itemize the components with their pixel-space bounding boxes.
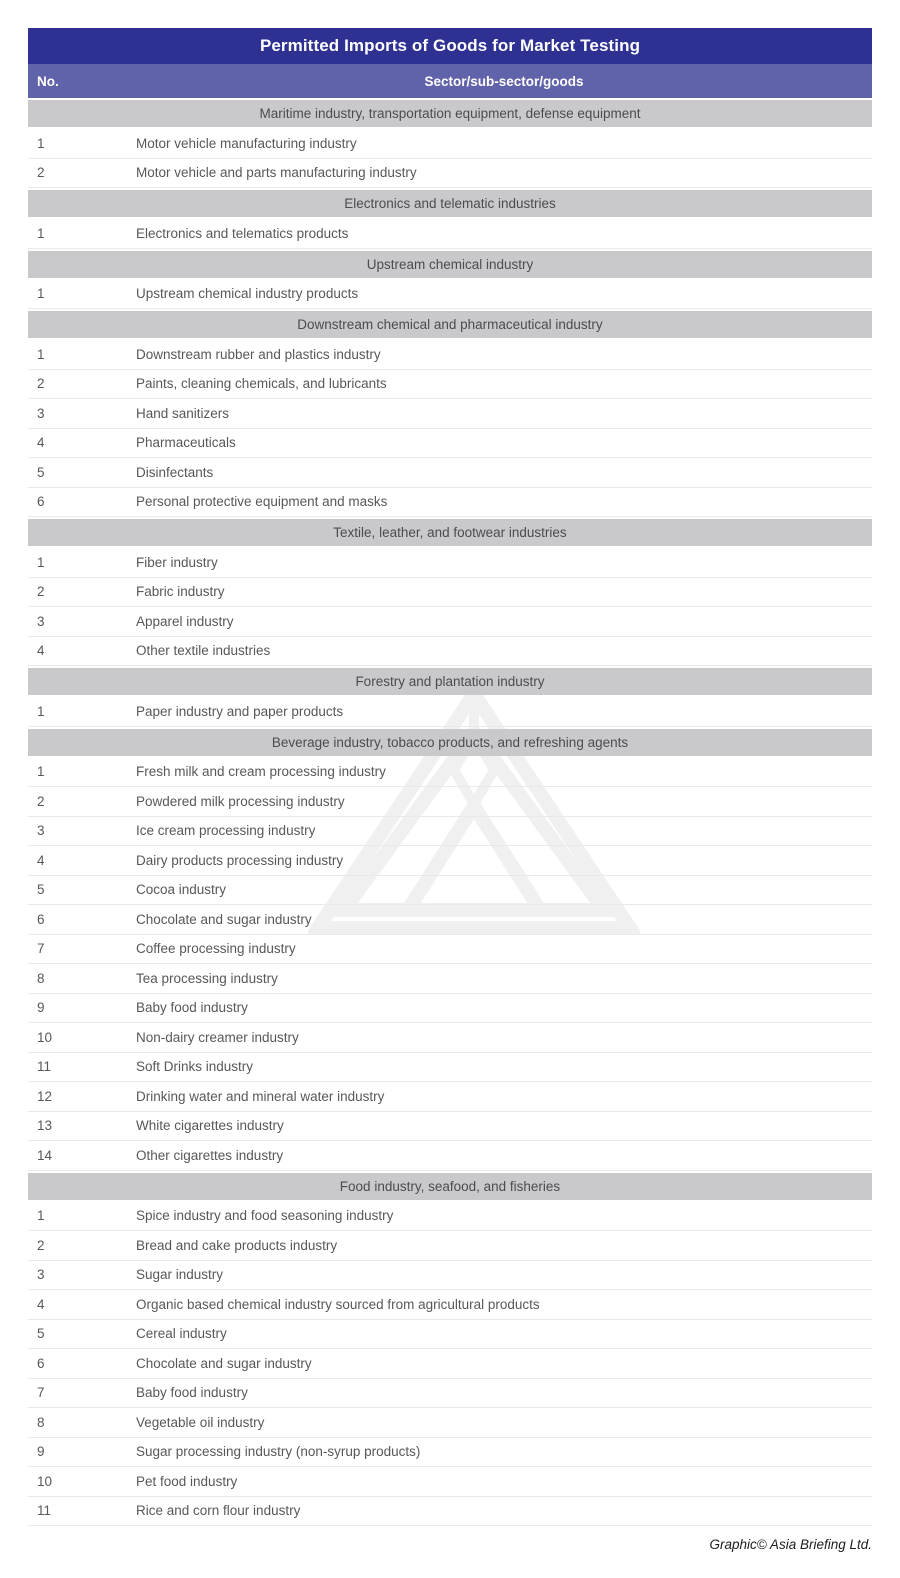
row-label: Pharmaceuticals: [136, 435, 236, 451]
row-label: Dairy products processing industry: [136, 852, 344, 868]
row-number: 6: [37, 494, 45, 510]
row-label: Motor vehicle and parts manufacturing industry: [136, 165, 417, 181]
row-label: Other textile industries: [136, 643, 271, 659]
table-title: Permitted Imports of Goods for Market Testing: [28, 28, 872, 64]
row-label: Fabric industry: [136, 584, 225, 600]
table-row: [28, 1231, 872, 1261]
row-label: Chocolate and sugar industry: [136, 911, 312, 927]
row-label: Downstream rubber and plastics industry: [136, 346, 381, 362]
table-row: [28, 758, 872, 788]
row-number: 3: [37, 405, 45, 421]
row-number: 1: [37, 1208, 45, 1224]
table-row: [28, 488, 872, 518]
row-label: Rice and corn flour industry: [136, 1503, 301, 1519]
table-body: [28, 100, 872, 1526]
row-number: 4: [37, 1296, 45, 1312]
row-number: 8: [37, 970, 45, 986]
row-number: 1: [37, 764, 45, 780]
table-row: [28, 846, 872, 876]
table-row: [28, 787, 872, 817]
row-label: Non-dairy creamer industry: [136, 1029, 299, 1045]
imports-table: [28, 28, 872, 1526]
row-number: 8: [37, 1414, 45, 1430]
row-number: 3: [37, 613, 45, 629]
section-header: Upstream chemical industry: [28, 251, 872, 278]
table-row: [28, 280, 872, 310]
section-header: Textile, leather, and footwear industries: [28, 519, 872, 546]
table-row: [28, 399, 872, 429]
section-header: Electronics and telematic industries: [28, 190, 872, 217]
row-number: 2: [37, 584, 45, 600]
row-number: 2: [37, 1237, 45, 1253]
table-row: [28, 1202, 872, 1232]
table-row: [28, 1290, 872, 1320]
row-number: 7: [37, 941, 45, 957]
table-row: [28, 1053, 872, 1083]
section-header: Beverage industry, tobacco products, and refreshing agents: [28, 729, 872, 756]
row-number: 2: [37, 376, 45, 392]
table-row: [28, 994, 872, 1024]
section-header: Forestry and plantation industry: [28, 668, 872, 695]
row-number: 12: [37, 1088, 53, 1104]
row-label: Personal protective equipment and masks: [136, 494, 388, 510]
table-row: [28, 548, 872, 578]
row-number: 1: [37, 286, 45, 302]
table-row: [28, 1438, 872, 1468]
row-label: Electronics and telematics products: [136, 225, 349, 241]
table-row: [28, 1349, 872, 1379]
table-row: [28, 697, 872, 727]
table-row: [28, 1261, 872, 1291]
row-label: Coffee processing industry: [136, 941, 296, 957]
row-label: Chocolate and sugar industry: [136, 1355, 312, 1371]
row-label: Fresh milk and cream processing industry: [136, 764, 386, 780]
row-label: Organic based chemical industry sourced from agricultural products: [136, 1296, 540, 1312]
row-number: 13: [37, 1118, 53, 1134]
table-row: [28, 219, 872, 249]
row-label: Motor vehicle manufacturing industry: [136, 135, 357, 151]
row-label: Bread and cake products industry: [136, 1237, 338, 1253]
row-label: Sugar industry: [136, 1267, 224, 1283]
row-label: Paper industry and paper products: [136, 703, 344, 719]
row-number: 14: [37, 1147, 53, 1163]
credit-line: Graphic© Asia Briefing Ltd.: [709, 1537, 872, 1552]
table-row: [28, 1082, 872, 1112]
row-label: Cereal industry: [136, 1326, 227, 1342]
row-number: 9: [37, 1444, 45, 1460]
row-number: 7: [37, 1385, 45, 1401]
row-label: Powdered milk processing industry: [136, 793, 345, 809]
row-number: 11: [37, 1503, 52, 1519]
table-row: [28, 159, 872, 189]
row-number: 4: [37, 852, 45, 868]
row-label: Hand sanitizers: [136, 405, 230, 421]
row-label: Fiber industry: [136, 554, 218, 570]
row-number: 4: [37, 643, 45, 659]
row-number: 1: [37, 554, 45, 570]
table-row: [28, 458, 872, 488]
row-number: 2: [37, 793, 45, 809]
row-label: Sugar processing industry (non-syrup products): [136, 1444, 421, 1460]
row-number: 11: [37, 1059, 52, 1075]
row-number: 1: [37, 225, 45, 241]
table-row: [28, 1023, 872, 1053]
row-label: Drinking water and mineral water industry: [136, 1088, 385, 1104]
row-label: Soft Drinks industry: [136, 1059, 254, 1075]
table-row: [28, 1408, 872, 1438]
row-number: 5: [37, 1326, 45, 1342]
section-header: Food industry, seafood, and fisheries: [28, 1173, 872, 1200]
row-label: Ice cream processing industry: [136, 823, 316, 839]
table-row: [28, 905, 872, 935]
row-label: Pet food industry: [136, 1473, 238, 1489]
row-number: 3: [37, 823, 45, 839]
table-row: [28, 637, 872, 667]
table-row: [28, 1320, 872, 1350]
row-label: Apparel industry: [136, 613, 234, 629]
section-header: Downstream chemical and pharmaceutical industry: [28, 311, 872, 338]
table-row: [28, 1141, 872, 1171]
table-row: [28, 429, 872, 459]
row-number: 10: [37, 1473, 53, 1489]
table-row: [28, 340, 872, 370]
table-row: [28, 964, 872, 994]
row-label: Upstream chemical industry products: [136, 286, 359, 302]
table-row: [28, 1467, 872, 1497]
row-label: Spice industry and food seasoning industry: [136, 1208, 394, 1224]
table-row: [28, 129, 872, 159]
table-row: [28, 370, 872, 400]
row-label: Baby food industry: [136, 1000, 248, 1016]
row-label: Paints, cleaning chemicals, and lubricants: [136, 376, 387, 392]
table-row: [28, 607, 872, 637]
row-label: Tea processing industry: [136, 970, 278, 986]
column-header-row: [28, 64, 872, 98]
table-row: [28, 876, 872, 906]
row-number: 3: [37, 1267, 45, 1283]
row-number: 5: [37, 464, 45, 480]
column-header-sector: Sector/sub-sector/goods: [424, 73, 584, 89]
row-number: 6: [37, 1355, 45, 1371]
row-label: White cigarettes industry: [136, 1118, 284, 1134]
table-row: [28, 935, 872, 965]
row-label: Vegetable oil industry: [136, 1414, 265, 1430]
row-label: Other cigarettes industry: [136, 1147, 284, 1163]
table-row: [28, 1379, 872, 1409]
row-number: 1: [37, 703, 45, 719]
row-number: 1: [37, 135, 45, 151]
table-row: [28, 1112, 872, 1142]
row-label: Baby food industry: [136, 1385, 248, 1401]
table-row: [28, 817, 872, 847]
row-number: 5: [37, 882, 45, 898]
column-header-no: No.: [37, 73, 59, 89]
row-number: 10: [37, 1029, 53, 1045]
row-label: Cocoa industry: [136, 882, 227, 898]
row-number: 1: [37, 346, 45, 362]
row-label: Disinfectants: [136, 464, 214, 480]
section-header: Maritime industry, transportation equipment, defense equipment: [28, 100, 872, 127]
row-number: 6: [37, 911, 45, 927]
row-number: 2: [37, 165, 45, 181]
row-number: 4: [37, 435, 45, 451]
row-number: 9: [37, 1000, 45, 1016]
table-row: [28, 578, 872, 608]
table-row: [28, 1497, 872, 1527]
